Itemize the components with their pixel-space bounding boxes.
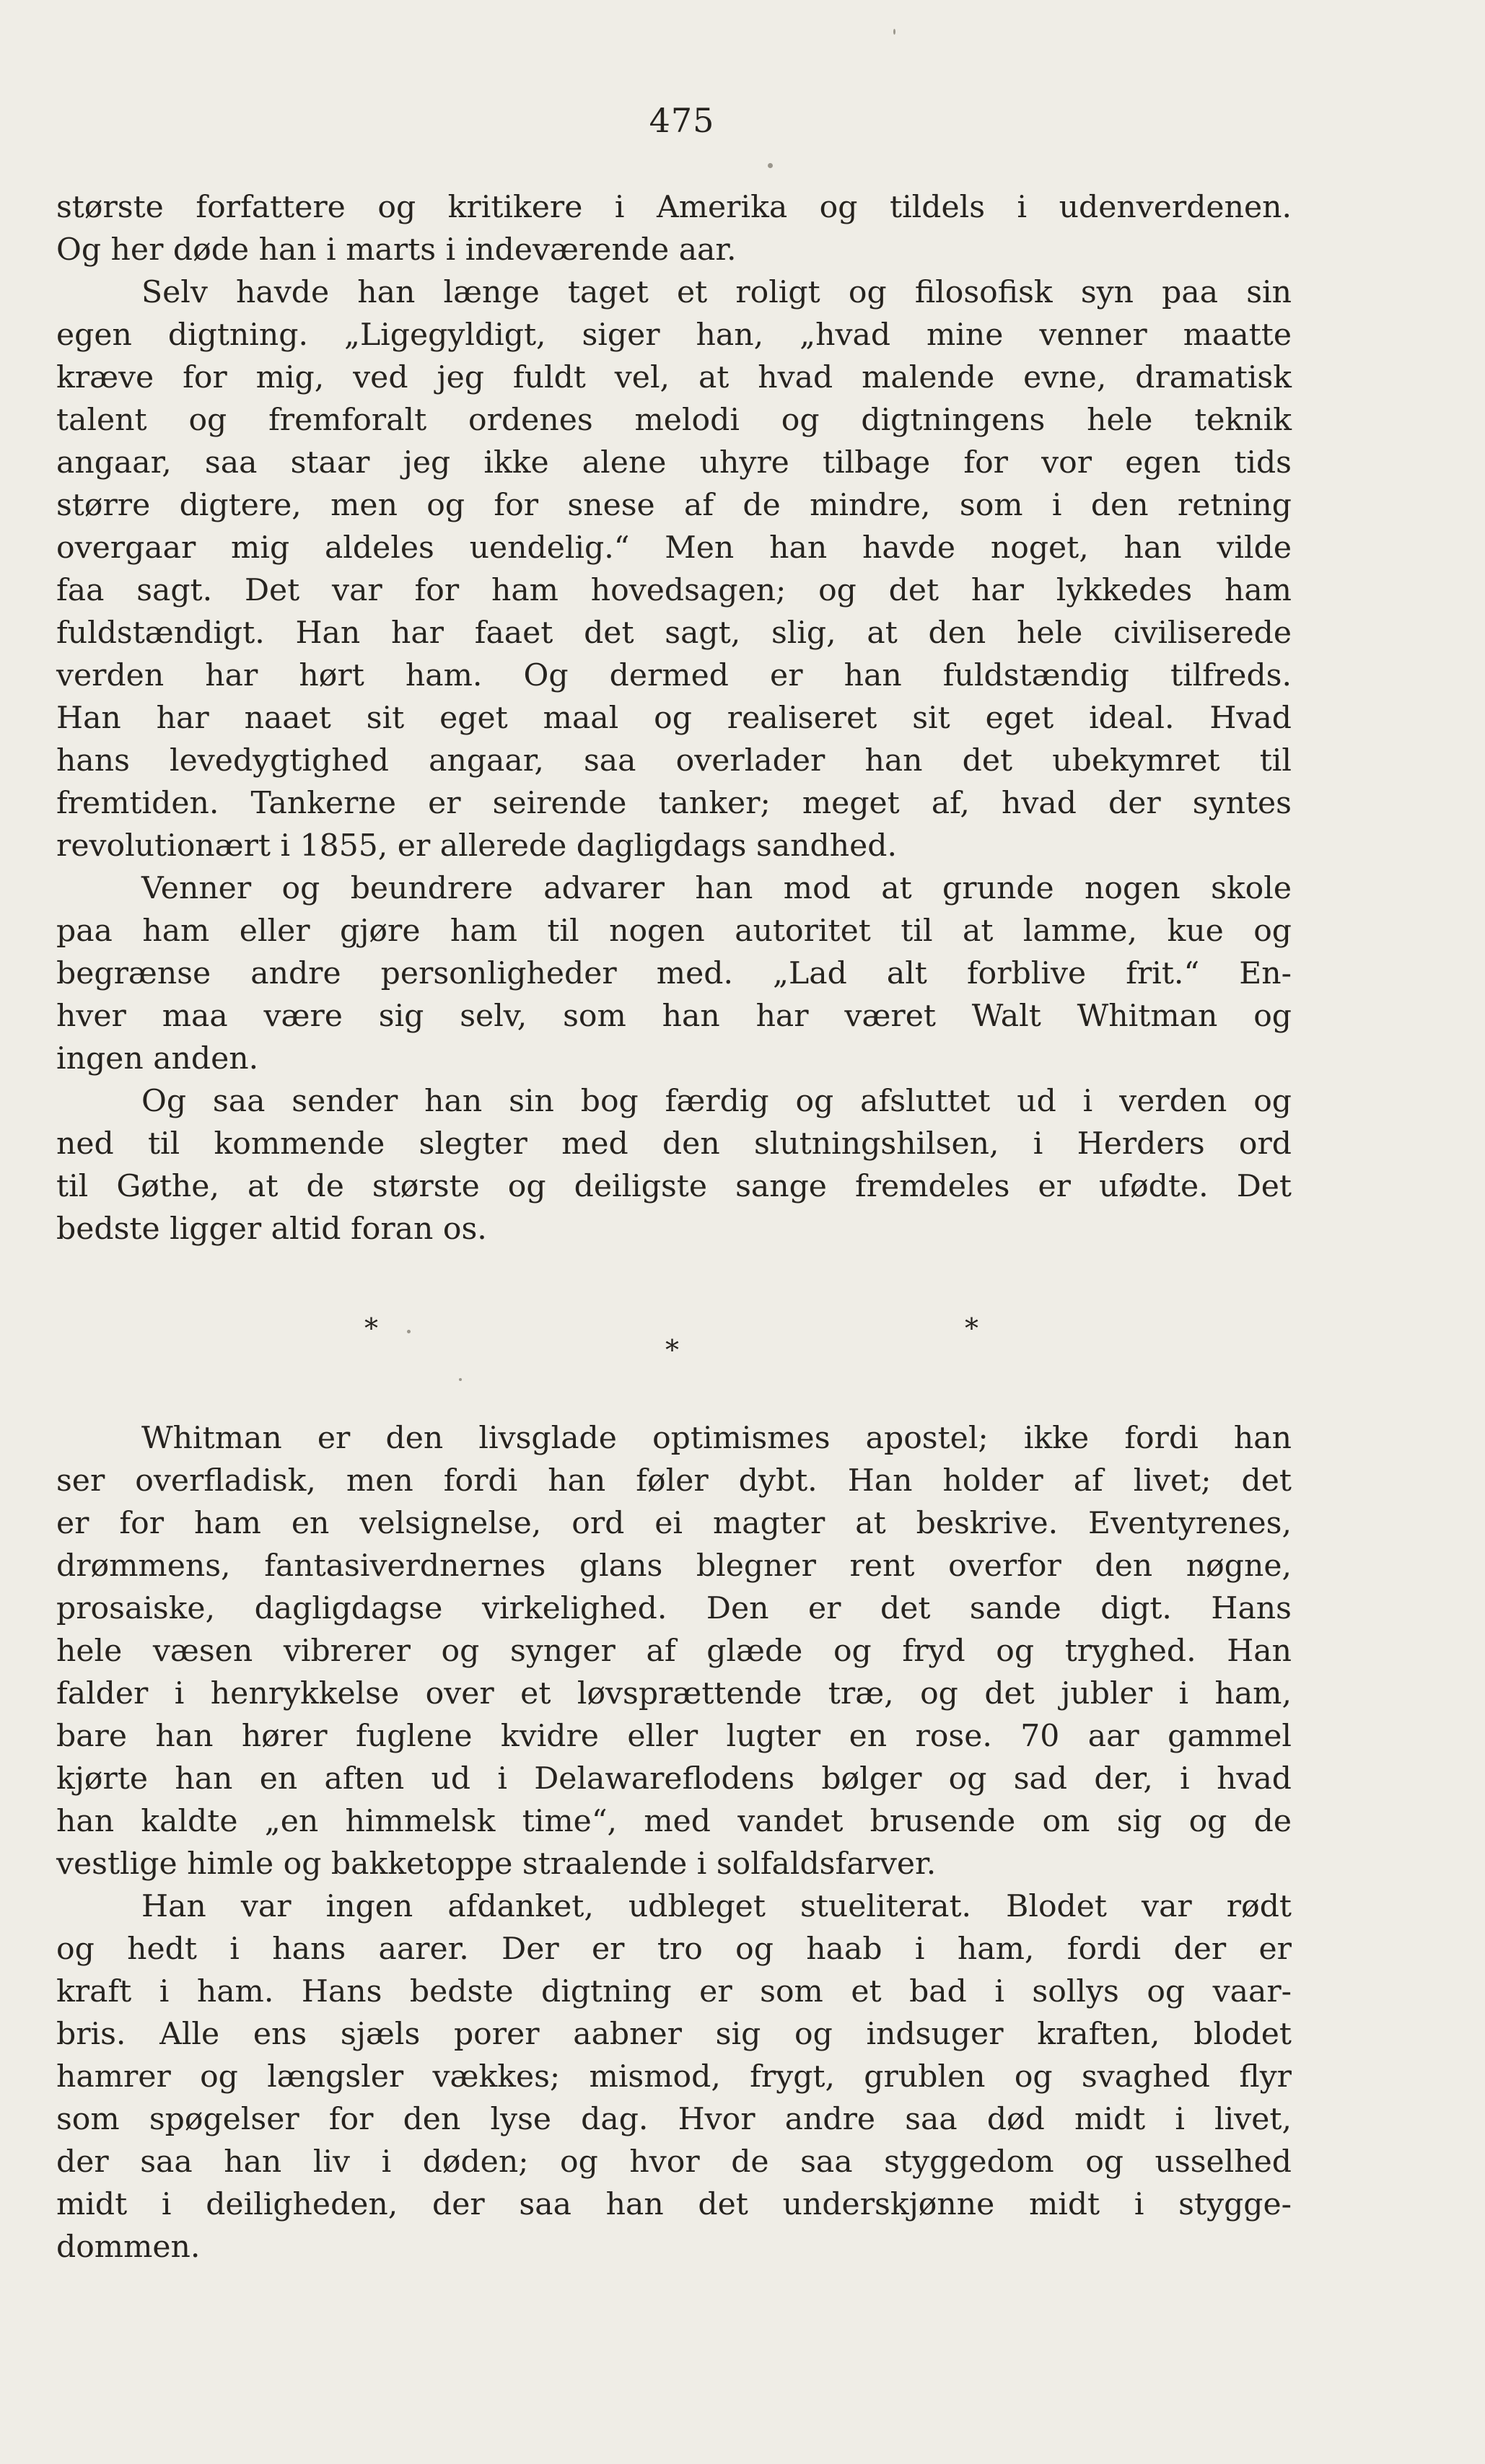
text-line: Venner og beundrere advarer han mod at grunde nogen skole: [141, 871, 1292, 906]
text-line: hver maa være sig selv, som han har været Walt Whitman og: [56, 999, 1292, 1034]
text-line: midt i deiligheden, der saa han det underskjønne midt i stygge-: [56, 2187, 1292, 2222]
text-line: kraft i ham. Hans bedste digtning er som et bad i sollys og vaar-: [56, 1974, 1292, 2009]
text-line: ingen anden.: [56, 1041, 259, 1077]
text-line: Han har naaet sit eget maal og realiseret sit eget ideal. Hvad: [56, 701, 1292, 736]
text-line: verden har hørt ham. Og dermed er han fuldstændig tilfreds.: [56, 658, 1292, 693]
text-line: prosaiske, dagligdagse virkelighed. Den er det sande digt. Hans: [56, 1591, 1292, 1626]
text-line: dommen.: [56, 2230, 201, 2265]
text-line: større digtere, men og for snese af de mindre, som i den retning: [56, 488, 1292, 523]
text-line: egen digtning. „Ligegyldigt, siger han, „hvad mine venner maatte: [56, 317, 1292, 353]
section-separator-star: *: [665, 1334, 679, 1366]
text-line: kjørte han en aften ud i Delawareflodens bølger og sad der, i hvad: [56, 1761, 1292, 1797]
text-line: Og saa sender han sin bog færdig og afsluttet ud i verden og: [141, 1084, 1292, 1119]
text-line: hans levedygtighed angaar, saa overlader han det ubekymret til: [56, 743, 1292, 779]
text-line: revolutionært i 1855, er allerede dagligdags sandhed.: [56, 828, 897, 864]
text-section-2: [56, 1417, 1292, 2268]
text-line: paa ham eller gjøre ham til nogen autoritet til at lamme, kue og: [56, 913, 1292, 949]
text-line: til Gøthe, at de største og deiligste sange fremdeles er ufødte. Det: [56, 1169, 1292, 1204]
section-separator-star: *: [364, 1312, 378, 1344]
text-line: bris. Alle ens sjæls porer aabner sig og indsuger kraften, blodet: [56, 2017, 1292, 2052]
text-line: og hedt i hans aarer. Der er tro og haab i ham, fordi der er: [56, 1932, 1292, 1967]
text-line: overgaar mig aldeles uendelig.“ Men han havde noget, han vilde: [56, 530, 1292, 566]
text-section-1: [56, 186, 1292, 1250]
text-line: bedste ligger altid foran os.: [56, 1211, 487, 1247]
text-line: bare han hører fuglene kvidre eller lugter en rose. 70 aar gammel: [56, 1719, 1292, 1754]
text-line: ned til kommende slegter med den slutningshilsen, i Herders ord: [56, 1126, 1292, 1162]
text-line: drømmens, fantasiverdnernes glans blegner rent overfor den nøgne,: [56, 1548, 1292, 1584]
text-line: Og her døde han i marts i indeværende aar.: [56, 232, 737, 268]
paper-speck: [407, 1330, 411, 1333]
text-line: falder i henrykkelse over et løvsprættende træ, og det jubler i ham,: [56, 1676, 1292, 1711]
text-line: han kaldte „en himmelsk time“, med vandet brusende om sig og de: [56, 1804, 1292, 1839]
section-separator-star: *: [965, 1312, 978, 1344]
text-line: fremtiden. Tankerne er seirende tanker; meget af, hvad der syntes: [56, 786, 1292, 821]
text-line: vestlige himle og bakketoppe straalende i solfaldsfarver.: [56, 1846, 937, 1882]
text-line: begrænse andre personligheder med. „Lad alt forblive frit.“ En-: [56, 956, 1292, 991]
paper-speck: [893, 29, 895, 35]
text-line: talent og fremforalt ordenes melodi og digtningens hele teknik: [56, 403, 1292, 438]
text-line: der saa han liv i døden; og hvor de saa styggedom og usselhed: [56, 2144, 1292, 2180]
paper-speck: [768, 163, 773, 168]
text-line: største forfattere og kritikere i Amerika og tildels i udenverdenen.: [56, 190, 1292, 225]
text-line: faa sagt. Det var for ham hovedsagen; og det har lykkedes ham: [56, 573, 1292, 608]
text-line: ser overfladisk, men fordi han føler dybt. Han holder af livet; det: [56, 1463, 1292, 1499]
text-line: hele væsen vibrerer og synger af glæde og fryd og tryghed. Han: [56, 1634, 1292, 1669]
text-line: kræve for mig, ved jeg fuldt vel, at hvad malende evne, dramatisk: [56, 360, 1292, 395]
page-number: 475: [649, 101, 715, 140]
text-line: Han var ingen afdanket, udbleget stueliterat. Blodet var rødt: [141, 1889, 1292, 1924]
text-line: fuldstændigt. Han har faaet det sagt, slig, at den hele civiliserede: [56, 615, 1292, 651]
text-line: Whitman er den livsglade optimismes apostel; ikke fordi han: [141, 1421, 1292, 1456]
text-line: er for ham en velsignelse, ord ei magter at beskrive. Eventyrenes,: [56, 1506, 1292, 1541]
paper-speck: [459, 1378, 462, 1381]
text-line: Selv havde han længe taget et roligt og filosofisk syn paa sin: [141, 275, 1292, 310]
text-line: hamrer og længsler vækkes; mismod, frygt, grublen og svaghed flyr: [56, 2059, 1292, 2095]
text-line: som spøgelser for den lyse dag. Hvor andre saa død midt i livet,: [56, 2102, 1292, 2137]
text-line: angaar, saa staar jeg ikke alene uhyre tilbage for vor egen tids: [56, 445, 1292, 481]
